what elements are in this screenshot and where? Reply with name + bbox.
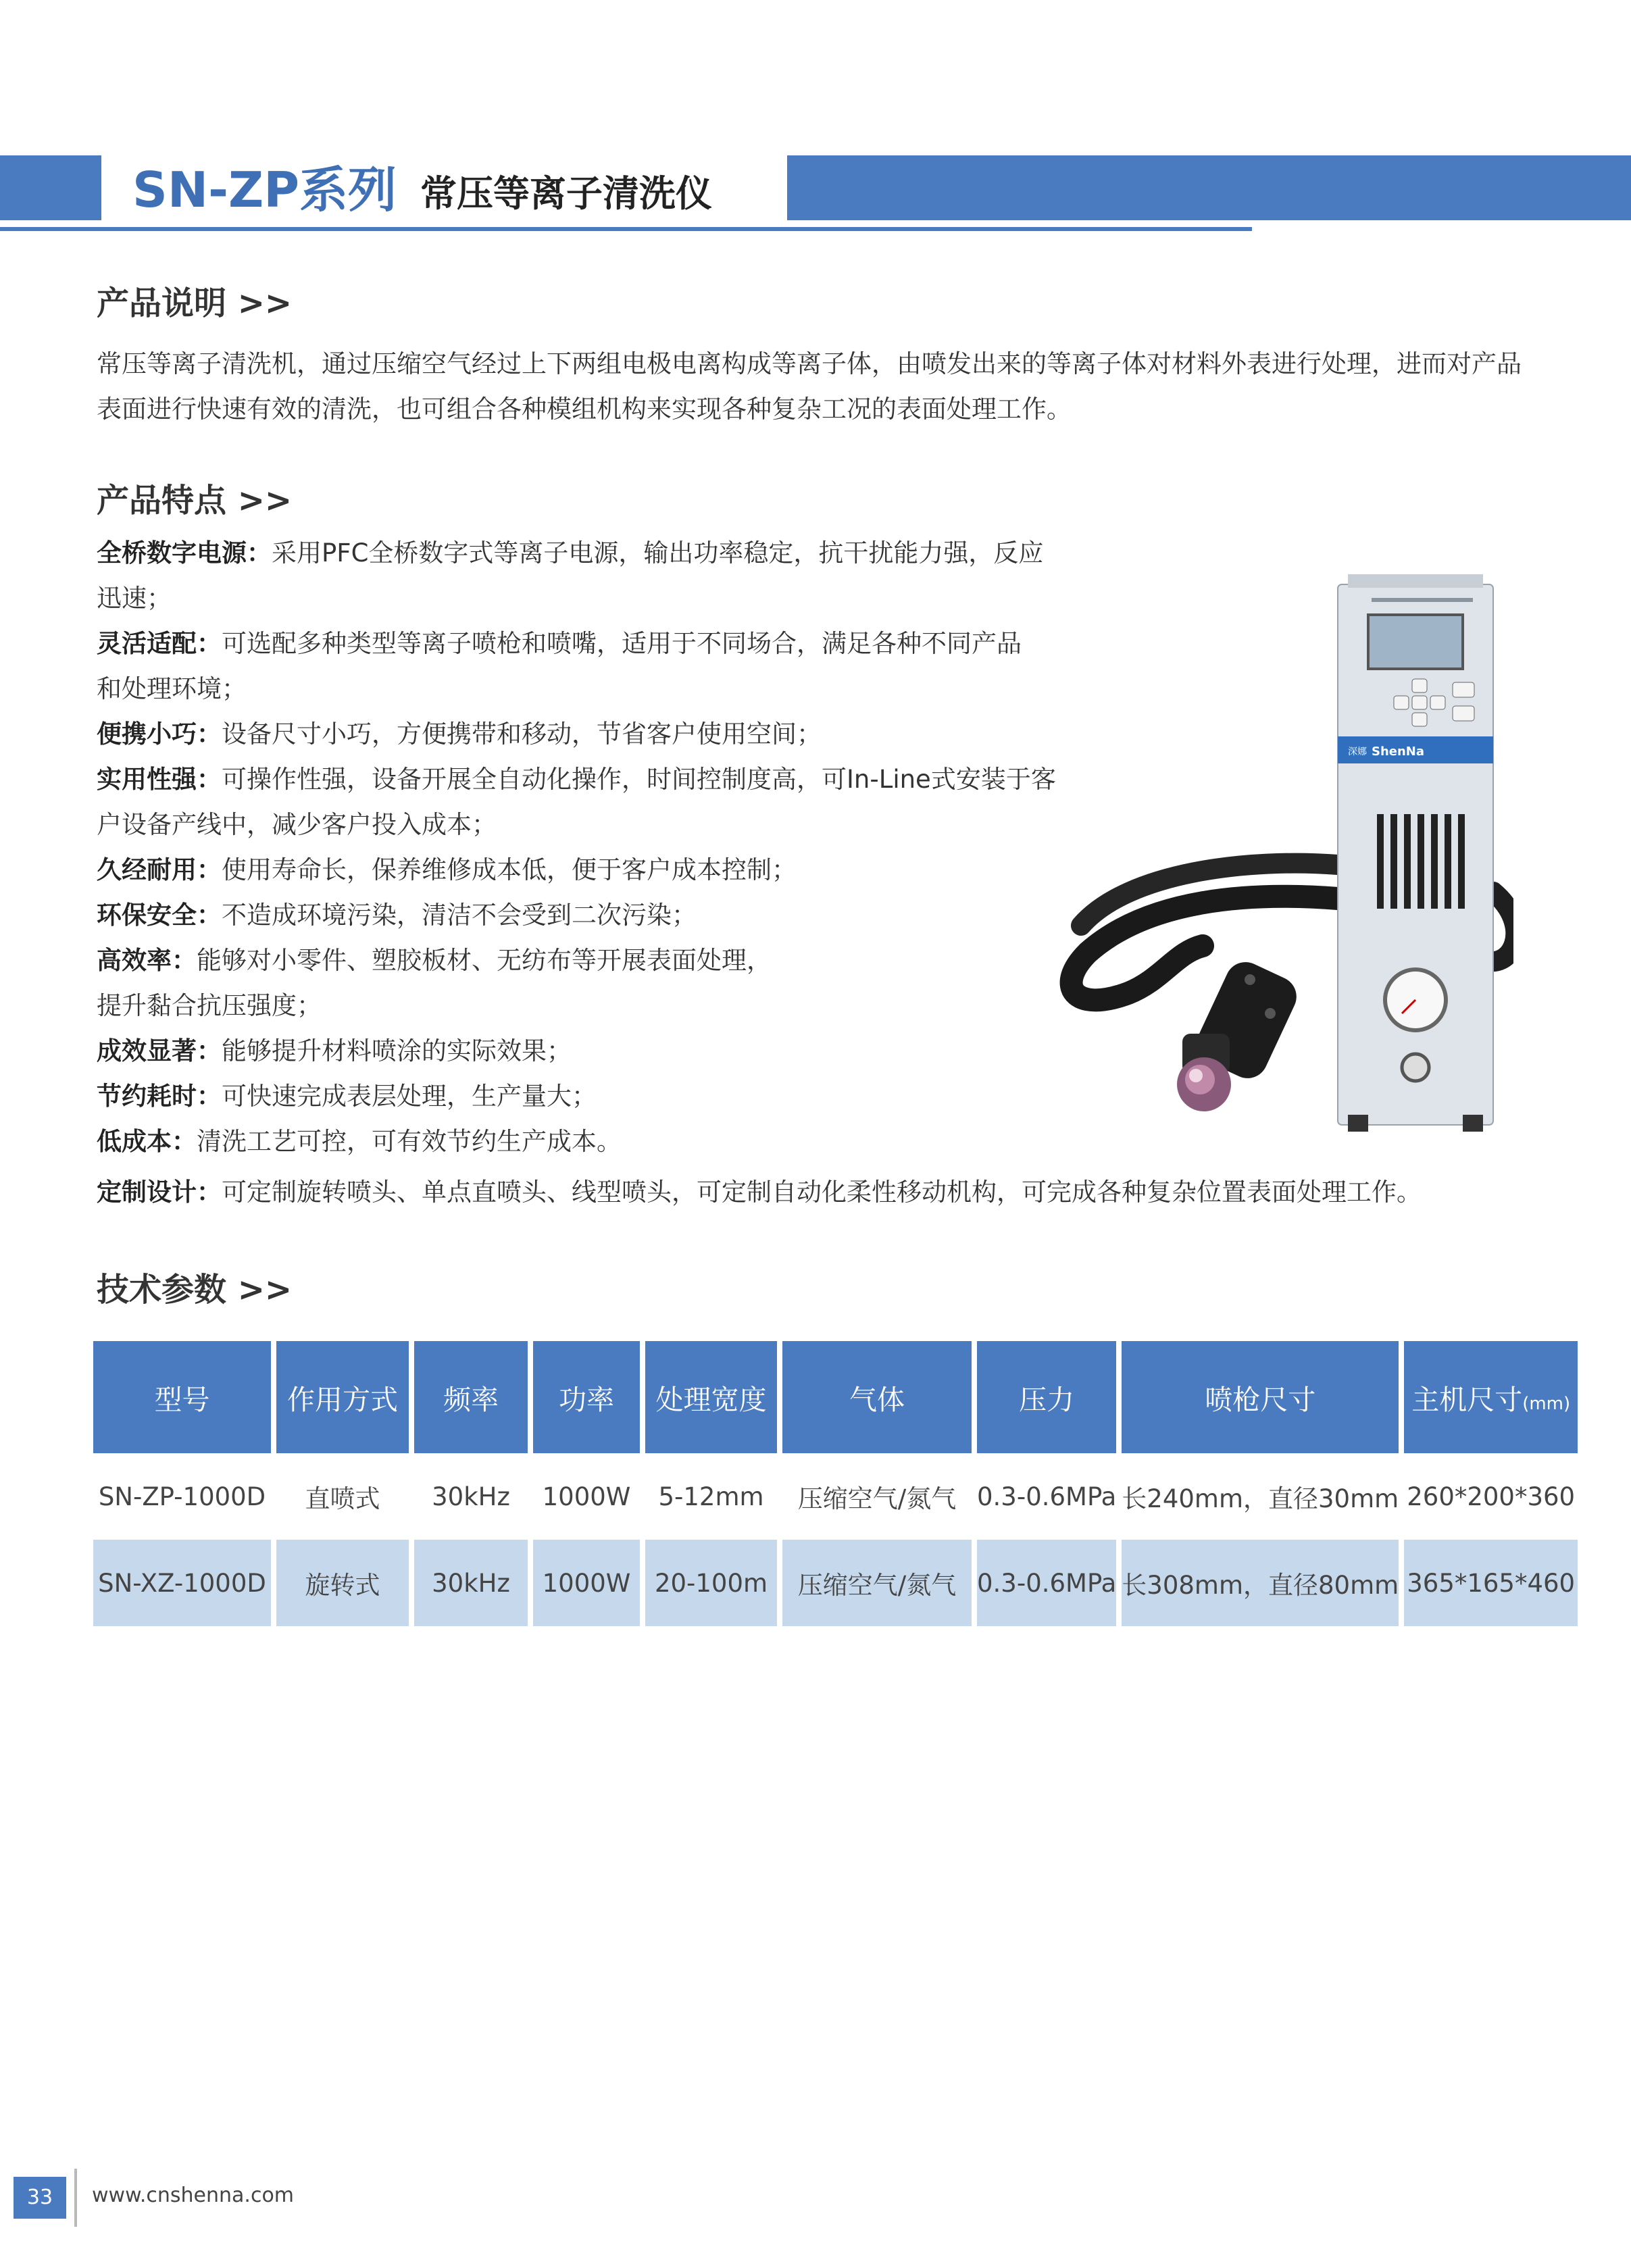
header-underline: [0, 227, 1252, 231]
feature-text: 和处理环境；: [97, 674, 247, 703]
host-size-label: 主机尺寸: [1411, 1383, 1523, 1416]
cell: 0.3-0.6MPa: [977, 1540, 1116, 1626]
description-line: 常压等离子清洗机，通过压缩空气经过上下两组电极电离构成等离子体，由喷发出来的等离子体对材料外表进行处理，进而对产品: [97, 349, 1522, 378]
feature-text: 能够提升材料喷涂的实际效果；: [222, 1036, 572, 1065]
cell: 直喷式: [276, 1453, 409, 1540]
col-header-power: 功率: [533, 1341, 640, 1453]
feature-text: 可选配多种类型等离子喷枪和喷嘴，适用于不同场合，满足各种不同产品: [222, 629, 1022, 658]
feature-text: 能够对小零件、塑胶板材、无纺布等开展表面处理，: [197, 946, 772, 975]
cell: 1000W: [533, 1540, 640, 1626]
description-heading: 产品说明 >>: [97, 284, 293, 322]
feature-label: 高效率：: [97, 946, 197, 975]
description-text: [97, 341, 1570, 432]
col-header-width: 处理宽度: [645, 1341, 777, 1453]
feature-text: 使用寿命长，保养维修成本低，便于客户成本控制；: [222, 855, 797, 884]
brand-label-cn: 深娜: [1348, 747, 1367, 757]
table-row: [93, 1453, 1578, 1540]
feature-label: 定制设计：: [97, 1178, 222, 1207]
cell: 1000W: [533, 1453, 640, 1540]
cell: 0.3-0.6MPa: [977, 1453, 1116, 1540]
cell: 30kHz: [414, 1453, 528, 1540]
cell: 20-100m: [645, 1540, 777, 1626]
feature-label: 实用性强：: [97, 765, 222, 794]
feature-text: 可快速完成表层处理，生产量大；: [222, 1082, 597, 1111]
cell: 260*200*360: [1404, 1453, 1578, 1540]
feature-text: 户设备产线中，减少客户投入成本；: [97, 810, 497, 839]
features-heading: 产品特点 >>: [97, 482, 293, 520]
description-line: 表面进行快速有效的清洗，也可组合各种模组机构来实现各种复杂工况的表面处理工作。: [97, 395, 1072, 424]
col-header-host-size: [1404, 1341, 1578, 1453]
cell: 长308mm，直径80mm: [1122, 1540, 1399, 1626]
table-row: [93, 1540, 1578, 1626]
series-title: SN-ZP系列: [132, 161, 397, 218]
feature-text: 不造成环境污染，清洁不会受到二次污染；: [222, 901, 697, 930]
feature-text: 可操作性强，设备开展全自动化操作，时间控制度高，可In-Line式安装于客: [222, 765, 1056, 794]
cabinet: [1338, 574, 1493, 1132]
feature-label: 低成本：: [97, 1127, 197, 1156]
page-number: 33: [14, 2177, 66, 2219]
cell: SN-XZ-1000D: [93, 1540, 271, 1626]
feature-text: 迅速；: [97, 584, 172, 613]
header-bar-right: [787, 155, 1631, 220]
cell: 长240mm，直径30mm: [1122, 1453, 1399, 1540]
specs-heading: 技术参数 >>: [97, 1271, 293, 1309]
feature-text: 清洗工艺可控，可有效节约生产成本。: [197, 1127, 622, 1156]
header-bar-left: [0, 155, 101, 220]
feature-label: 便携小巧：: [97, 720, 222, 749]
feature-label: 节约耗时：: [97, 1082, 222, 1111]
host-size-unit: (mm): [1522, 1393, 1571, 1414]
feature-label: 全桥数字电源：: [97, 538, 272, 568]
cell: 30kHz: [414, 1540, 528, 1626]
footer-url[interactable]: www.cnshenna.com: [92, 2184, 295, 2207]
col-header-frequency: 频率: [414, 1341, 528, 1453]
col-header-mode: 作用方式: [276, 1341, 409, 1453]
plasma-cleaner-image: [1047, 574, 1513, 1135]
col-header-pressure: 压力: [977, 1341, 1116, 1453]
cell: SN-ZP-1000D: [93, 1453, 271, 1540]
feature-text: 可定制旋转喷头、单点直喷头、线型喷头，可定制自动化柔性移动机构，可完成各种复杂位置表面处理工作。: [222, 1178, 1422, 1207]
col-header-gun-size: 喷枪尺寸: [1122, 1341, 1399, 1453]
col-header-model: 型号: [93, 1341, 271, 1453]
specs-table: [88, 1341, 1583, 1626]
footer-divider: [74, 2169, 77, 2227]
cell: 365*165*460: [1404, 1540, 1578, 1626]
cell: 压缩空气/氮气: [782, 1453, 972, 1540]
table-header-row: [93, 1341, 1578, 1453]
feature-line: [97, 1169, 1422, 1215]
spray-gun-icon: [1177, 955, 1303, 1111]
feature-label: 灵活适配：: [97, 629, 222, 658]
product-title: 常压等离子清洗仪: [420, 172, 712, 215]
feature-text: 采用PFC全桥数字式等离子电源，输出功率稳定，抗干扰能力强，反应: [272, 538, 1044, 568]
feature-label: 久经耐用：: [97, 855, 222, 884]
cell: 旋转式: [276, 1540, 409, 1626]
cell: 压缩空气/氮气: [782, 1540, 972, 1626]
col-header-gas: 气体: [782, 1341, 972, 1453]
cell: 5-12mm: [645, 1453, 777, 1540]
outlet-knob-icon: [1402, 1054, 1429, 1081]
feature-line: [97, 530, 1422, 576]
feature-label: 成效显著：: [97, 1036, 222, 1065]
feature-label: 环保安全：: [97, 901, 222, 930]
brand-label: ShenNa: [1372, 745, 1425, 759]
feature-text: 提升黏合抗压强度；: [97, 991, 322, 1020]
feature-text: 设备尺寸小巧，方便携带和移动，节省客户使用空间；: [222, 720, 822, 749]
